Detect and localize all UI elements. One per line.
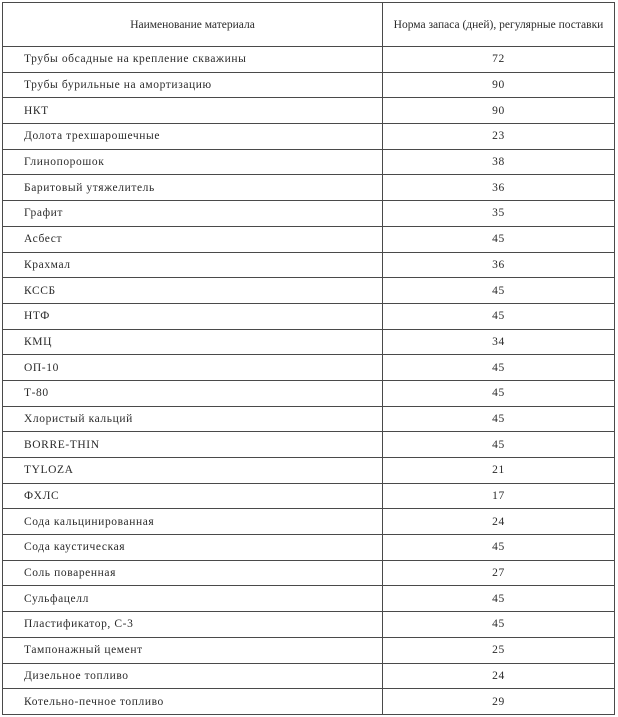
table-row (3, 355, 615, 381)
stock-norm-cell: 23 (383, 124, 615, 150)
table-row (3, 637, 615, 663)
stock-norm-cell: 24 (383, 509, 615, 535)
table-row (3, 535, 615, 561)
table-row (3, 483, 615, 509)
stock-norm-cell: 45 (383, 226, 615, 252)
materials-table (2, 2, 615, 715)
material-name-cell: Сульфацелл (3, 586, 383, 612)
material-name-cell: Пластификатор, С-3 (3, 612, 383, 638)
table-row (3, 432, 615, 458)
stock-norm-cell: 38 (383, 149, 615, 175)
table-row (3, 458, 615, 484)
stock-norm-cell: 45 (383, 355, 615, 381)
stock-norm-cell: 45 (383, 612, 615, 638)
table-row (3, 380, 615, 406)
material-name-cell: Сода каустическая (3, 535, 383, 561)
material-name-cell: Асбест (3, 226, 383, 252)
table-header-row (3, 3, 615, 47)
header-material-name: Наименование материала (3, 3, 383, 47)
material-name-cell: TYLOZA (3, 458, 383, 484)
material-name-cell: Котельно-печное топливо (3, 689, 383, 715)
material-name-cell: Баритовый утяжелитель (3, 175, 383, 201)
material-name-cell: НКТ (3, 98, 383, 124)
stock-norm-cell: 35 (383, 201, 615, 227)
material-name-cell: ФХЛС (3, 483, 383, 509)
header-stock-norm: Норма запаса (дней), регулярные поставки (383, 3, 615, 47)
stock-norm-cell: 17 (383, 483, 615, 509)
table-row (3, 663, 615, 689)
table-row (3, 689, 615, 715)
stock-norm-cell: 27 (383, 560, 615, 586)
stock-norm-cell: 29 (383, 689, 615, 715)
material-name-cell: Трубы обсадные на крепление скважины (3, 47, 383, 73)
stock-norm-cell: 45 (383, 535, 615, 561)
table-row (3, 47, 615, 73)
table-body (3, 47, 615, 715)
material-name-cell: Трубы бурильные на амортизацию (3, 72, 383, 98)
table-row (3, 149, 615, 175)
table-row (3, 278, 615, 304)
table-row (3, 509, 615, 535)
stock-norm-cell: 45 (383, 406, 615, 432)
material-name-cell: КМЦ (3, 329, 383, 355)
table-row (3, 329, 615, 355)
table-row (3, 252, 615, 278)
table-row (3, 406, 615, 432)
table-row (3, 303, 615, 329)
stock-norm-cell: 34 (383, 329, 615, 355)
table-row (3, 586, 615, 612)
material-name-cell: Т-80 (3, 380, 383, 406)
material-name-cell: Тампонажный цемент (3, 637, 383, 663)
table-row (3, 72, 615, 98)
material-name-cell: Крахмал (3, 252, 383, 278)
stock-norm-cell: 45 (383, 380, 615, 406)
stock-norm-cell: 36 (383, 175, 615, 201)
material-name-cell: Глинопорошок (3, 149, 383, 175)
stock-norm-cell: 21 (383, 458, 615, 484)
stock-norm-cell: 90 (383, 98, 615, 124)
material-name-cell: BORRE-THIN (3, 432, 383, 458)
table-row (3, 175, 615, 201)
stock-norm-cell: 25 (383, 637, 615, 663)
table-row (3, 98, 615, 124)
table-row (3, 201, 615, 227)
material-name-cell: КССБ (3, 278, 383, 304)
material-name-cell: ОП-10 (3, 355, 383, 381)
material-name-cell: Долота трехшарошечные (3, 124, 383, 150)
document-page (2, 2, 614, 715)
material-name-cell: Графит (3, 201, 383, 227)
stock-norm-cell: 36 (383, 252, 615, 278)
stock-norm-cell: 24 (383, 663, 615, 689)
stock-norm-cell: 45 (383, 303, 615, 329)
table-row (3, 124, 615, 150)
stock-norm-cell: 45 (383, 432, 615, 458)
material-name-cell: Дизельное топливо (3, 663, 383, 689)
material-name-cell: Соль поваренная (3, 560, 383, 586)
table-row (3, 226, 615, 252)
material-name-cell: НТФ (3, 303, 383, 329)
stock-norm-cell: 90 (383, 72, 615, 98)
table-row (3, 560, 615, 586)
table-row (3, 612, 615, 638)
stock-norm-cell: 45 (383, 586, 615, 612)
stock-norm-cell: 72 (383, 47, 615, 73)
stock-norm-cell: 45 (383, 278, 615, 304)
material-name-cell: Сода кальцинированная (3, 509, 383, 535)
material-name-cell: Хлористый кальций (3, 406, 383, 432)
